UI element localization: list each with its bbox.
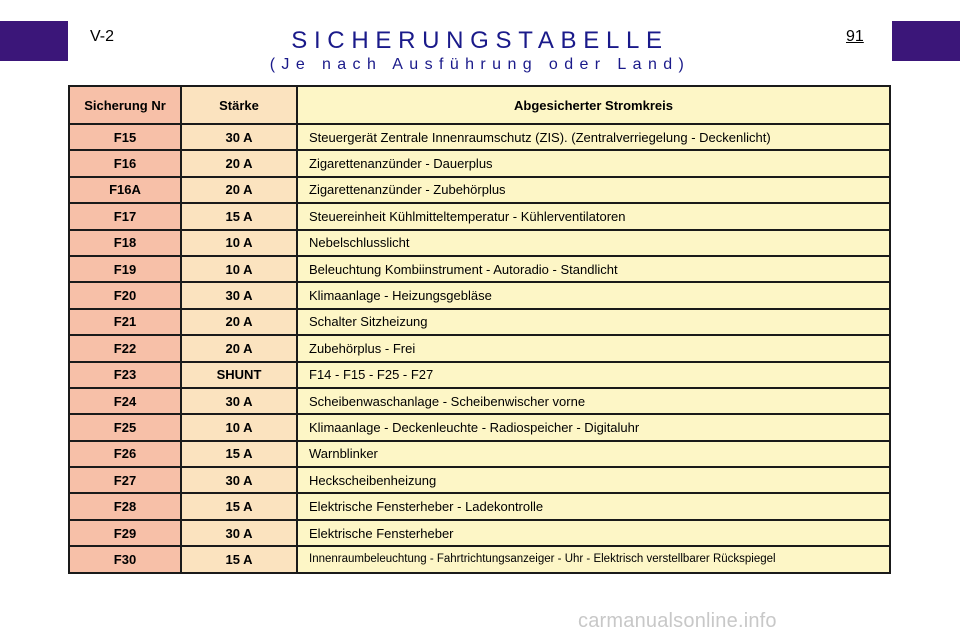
- circuit-description-cell: Heckscheibenheizung: [297, 467, 890, 493]
- table-row: [69, 282, 890, 308]
- table-row: [69, 177, 890, 203]
- fuse-number-cell: F20: [69, 282, 181, 308]
- circuit-description-cell: Zubehörplus - Frei: [297, 335, 890, 361]
- circuit-description-cell: F14 - F15 - F25 - F27: [297, 362, 890, 388]
- fuse-number-cell: F28: [69, 493, 181, 519]
- fuse-rating-cell: 20 A: [181, 150, 297, 176]
- circuit-description-cell: Nebelschlusslicht: [297, 230, 890, 256]
- table-row: [69, 546, 890, 572]
- table-row: [69, 362, 890, 388]
- circuit-description-cell: Elektrische Fensterheber: [297, 520, 890, 546]
- fuse-number-cell: F15: [69, 124, 181, 150]
- page-title: SICHERUNGSTABELLE: [291, 27, 669, 54]
- header-circuit: Abgesicherter Stromkreis: [297, 86, 890, 124]
- fuse-rating-cell: 10 A: [181, 256, 297, 282]
- table-row: [69, 441, 890, 467]
- page-number: 91: [846, 28, 864, 45]
- circuit-description-cell: Klimaanlage - Deckenleuchte - Radiospeicher - Digitaluhr: [297, 414, 890, 440]
- header-fuse-number: Sicherung Nr: [69, 86, 181, 124]
- fuse-number-cell: F27: [69, 467, 181, 493]
- fuse-rating-cell: 20 A: [181, 335, 297, 361]
- table-row: [69, 124, 890, 150]
- table-row: [69, 520, 890, 546]
- table-row: [69, 203, 890, 229]
- fuse-number-cell: F19: [69, 256, 181, 282]
- circuit-description-cell: Zigarettenanzünder - Zubehörplus: [297, 177, 890, 203]
- fuse-rating-cell: 15 A: [181, 546, 297, 572]
- circuit-description-cell: Steuergerät Zentrale Innenraumschutz (ZIS). (Zentralverriegelung - Deckenlicht): [297, 124, 890, 150]
- fuse-rating-cell: SHUNT: [181, 362, 297, 388]
- table-row: [69, 335, 890, 361]
- fuse-number-cell: F29: [69, 520, 181, 546]
- fuse-table-body: [69, 124, 890, 573]
- table-row: [69, 150, 890, 176]
- circuit-description-cell: Innenraumbeleuchtung - Fahrtrichtungsanzeiger - Uhr - Elektrisch verstellbarer Rückspiegel: [297, 546, 890, 572]
- fuse-number-cell: F18: [69, 230, 181, 256]
- fuse-table: [68, 85, 891, 574]
- table-row: [69, 309, 890, 335]
- circuit-description-cell: Warnblinker: [297, 441, 890, 467]
- fuse-rating-cell: 30 A: [181, 520, 297, 546]
- table-row: [69, 414, 890, 440]
- fuse-number-cell: F16A: [69, 177, 181, 203]
- page-subtitle: (Je nach Ausführung oder Land): [269, 56, 691, 73]
- fuse-number-cell: F30: [69, 546, 181, 572]
- fuse-rating-cell: 30 A: [181, 124, 297, 150]
- table-row: [69, 467, 890, 493]
- circuit-description-cell: Beleuchtung Kombiinstrument - Autoradio - Standlicht: [297, 256, 890, 282]
- circuit-description-cell: Schalter Sitzheizung: [297, 309, 890, 335]
- fuse-number-cell: F16: [69, 150, 181, 176]
- fuse-rating-cell: 20 A: [181, 309, 297, 335]
- fuse-rating-cell: 30 A: [181, 282, 297, 308]
- fuse-number-cell: F17: [69, 203, 181, 229]
- table-header-row: [69, 86, 890, 124]
- fuse-number-cell: F23: [69, 362, 181, 388]
- circuit-description-cell: Zigarettenanzünder - Dauerplus: [297, 150, 890, 176]
- table-row: [69, 230, 890, 256]
- section-label: V-2: [90, 28, 115, 45]
- fuse-number-cell: F24: [69, 388, 181, 414]
- table-row: [69, 388, 890, 414]
- fuse-rating-cell: 20 A: [181, 177, 297, 203]
- circuit-description-cell: Klimaanlage - Heizungsgebläse: [297, 282, 890, 308]
- table-row: [69, 493, 890, 519]
- fuse-rating-cell: 15 A: [181, 493, 297, 519]
- circuit-description-cell: Steuereinheit Kühlmitteltemperatur - Kühlerventilatoren: [297, 203, 890, 229]
- fuse-rating-cell: 30 A: [181, 467, 297, 493]
- fuse-rating-cell: 15 A: [181, 441, 297, 467]
- fuse-rating-cell: 30 A: [181, 388, 297, 414]
- table-row: [69, 256, 890, 282]
- circuit-description-cell: Scheibenwaschanlage - Scheibenwischer vorne: [297, 388, 890, 414]
- fuse-rating-cell: 15 A: [181, 203, 297, 229]
- header-rating: Stärke: [181, 86, 297, 124]
- fuse-number-cell: F25: [69, 414, 181, 440]
- watermark: carmanualsonline.info: [578, 610, 777, 632]
- fuse-number-cell: F21: [69, 309, 181, 335]
- fuse-rating-cell: 10 A: [181, 230, 297, 256]
- fuse-rating-cell: 10 A: [181, 414, 297, 440]
- fuse-number-cell: F26: [69, 441, 181, 467]
- fuse-number-cell: F22: [69, 335, 181, 361]
- circuit-description-cell: Elektrische Fensterheber - Ladekontrolle: [297, 493, 890, 519]
